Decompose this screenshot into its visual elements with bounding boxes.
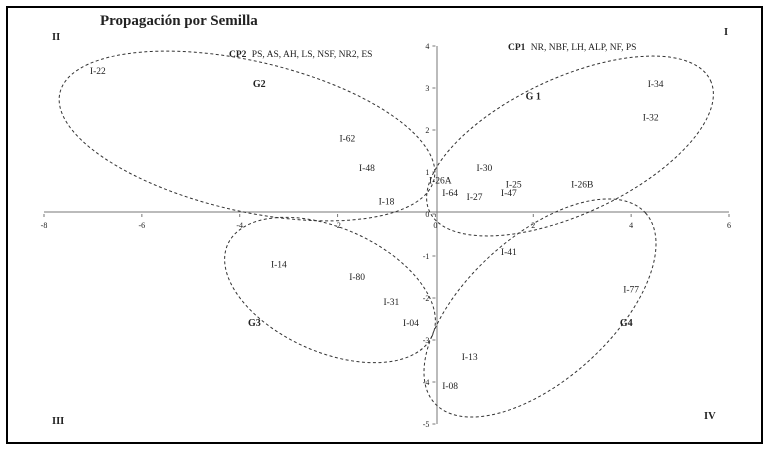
quadrant-iv-label: IV	[704, 411, 716, 422]
data-point: I-26B	[571, 180, 594, 191]
data-point: I-77	[623, 285, 640, 296]
data-point: I-64	[442, 189, 459, 199]
y-tick-label: -1	[422, 252, 430, 261]
group-g4-outline	[386, 159, 693, 452]
data-point: I-08	[442, 382, 459, 393]
data-point: I-62	[339, 134, 356, 145]
cp2-name: CP2	[229, 50, 247, 60]
data-point: I-32	[642, 113, 659, 124]
y-tick-label: 1	[425, 168, 430, 177]
chart-title: Propagación por Semilla	[100, 13, 258, 29]
y-tick-label: 2	[425, 126, 430, 135]
y-tick-label: -3	[422, 336, 430, 345]
group-g1-outline	[401, 19, 739, 273]
data-point: I-18	[378, 197, 395, 208]
point-labels	[90, 67, 664, 392]
y-tick-label: 4	[425, 42, 430, 51]
y-tick-label: -2	[422, 294, 430, 303]
data-point: I-30	[476, 163, 493, 174]
quadrant-ii-label: II	[52, 32, 61, 43]
y-tick-labels	[423, 42, 436, 429]
x-tick-label: 0	[433, 221, 438, 230]
x-tick-label: -6	[138, 221, 146, 230]
data-point: I-41	[500, 247, 517, 258]
x-tick-label: -8	[40, 221, 48, 230]
group-g3-outline	[202, 188, 457, 392]
data-point: I-22	[89, 67, 106, 78]
x-tick-label: -4	[236, 221, 244, 230]
x-tick-label: 4	[629, 221, 634, 230]
data-point: I-25	[505, 180, 522, 191]
y-tick-label: -4	[422, 378, 430, 387]
y-tick-label: 3	[425, 84, 430, 93]
group-label: G2	[252, 78, 266, 90]
data-point: I-34	[647, 79, 664, 90]
cp2-description	[229, 50, 372, 60]
data-point: I-04	[403, 319, 419, 330]
x-tick-labels	[41, 214, 731, 230]
data-point: I-14	[270, 260, 287, 271]
data-point: I-27	[466, 193, 483, 204]
quadrant-i-label: I	[724, 27, 729, 38]
quadrant-iii-label: III	[52, 416, 65, 427]
y-tick-label: -5	[422, 420, 430, 429]
x-tick-label: -2	[334, 221, 341, 230]
y-tick-label: 0	[425, 210, 430, 219]
cp1-variables: NR, NBF, LH, ALP, NF, PS	[530, 43, 637, 53]
data-point: I-13	[461, 352, 478, 363]
group-labels	[248, 79, 633, 329]
data-point: I-47	[500, 189, 517, 199]
group-label: G3	[248, 318, 261, 330]
data-point: I-31	[383, 298, 400, 309]
group-label: G 1	[525, 91, 541, 103]
group-label: G4	[619, 318, 633, 330]
data-point: I-80	[349, 273, 366, 283]
data-point: I-48	[359, 163, 375, 174]
cp1-description	[508, 43, 636, 53]
data-point: I-26A	[428, 176, 452, 187]
cp1-name: CP1	[508, 43, 526, 53]
x-tick-label: 2	[531, 221, 536, 230]
x-tick-label: 6	[727, 221, 731, 230]
cp2-variables: PS, AS, AH, LS, NSF, NR2, ES	[251, 50, 373, 60]
